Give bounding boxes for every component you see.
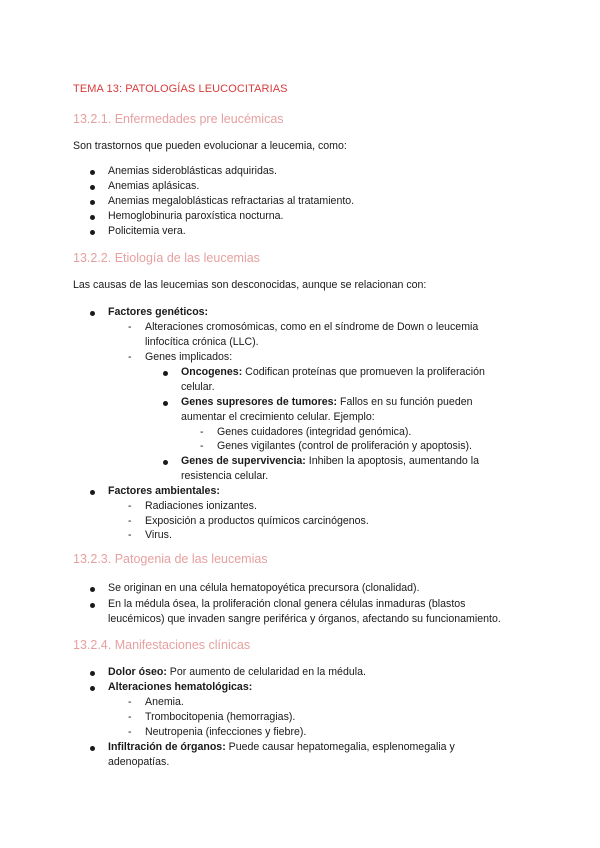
list-item-cont: linfocítica crónica (LLC). [145,336,259,348]
list-item: Alteraciones cromosómicas, como en el síndrome de Down o leucemia [145,321,479,333]
list-item: En la médula ósea, la proliferación clonal genera células inmaduras (blastos [108,598,466,610]
bullet-icon [90,185,95,190]
list-item: Alteraciones hematológicas: [108,681,253,693]
list-item: Trombocitopenia (hemorragias). [145,711,296,723]
list-item-cont: leucémicos) que invaden sangre periférica y órganos, afectando su funcionamiento. [108,613,501,625]
bullet-icon [90,671,95,676]
dash-marker: - [200,440,204,452]
list-item: Infiltración de órganos: Puede causar hepatomegalia, esplenomegalia y [108,741,455,753]
dash-marker: - [128,515,132,527]
list-item: Genes supresores de tumores: Fallos en su función pueden [181,396,473,408]
bullet-icon [163,401,168,406]
bullet-icon [90,311,95,316]
bullet-icon [90,746,95,751]
dash-marker: - [128,500,132,512]
list-item-cont: celular. [181,381,215,393]
bullet-icon [90,200,95,205]
list-item: Exposición a productos químicos carcinógenos. [145,515,369,527]
dash-marker: - [128,711,132,723]
bullet-icon [163,460,168,465]
page-title: TEMA 13: PATOLOGÍAS LEUCOCITARIAS [73,83,288,95]
list-item: Genes cuidadores (integridad genómica). [217,426,412,438]
section-2-intro: Las causas de las leucemias son desconocidas, aunque se relacionan con: [73,279,427,291]
bullet-icon [90,215,95,220]
section-heading-3: 13.2.3. Patogenia de las leucemias [73,552,268,566]
section-1-intro: Son trastornos que pueden evolucionar a leucemia, como: [73,140,347,152]
bullet-icon [90,603,95,608]
list-item: Factores ambientales: [108,485,220,497]
bullet-icon [90,587,95,592]
section-heading-2: 13.2.2. Etiología de las leucemias [73,251,260,265]
list-item: Anemias megaloblásticas refractarias al tratamiento. [108,195,355,207]
list-item-cont: adenopatías. [108,756,170,768]
list-item-cont: resistencia celular. [181,470,269,482]
list-item: Factores genéticos: [108,306,209,318]
bullet-icon [90,230,95,235]
bullet-icon [90,170,95,175]
list-item: Radiaciones ionizantes. [145,500,257,512]
dash-marker: - [128,321,132,333]
list-item: Dolor óseo: Por aumento de celularidad en la médula. [108,666,366,678]
dash-marker: - [200,426,204,438]
list-item: Se originan en una célula hematopoyética precursora (clonalidad). [108,582,420,594]
bullet-icon [90,490,95,495]
section-heading-4: 13.2.4. Manifestaciones clínicas [73,638,251,652]
list-item: Genes vigilantes (control de proliferación y apoptosis). [217,440,472,452]
list-item: Anemias sideroblásticas adquiridas. [108,165,277,177]
dash-marker: - [128,726,132,738]
dash-marker: - [128,529,132,541]
section-heading-1: 13.2.1. Enfermedades pre leucémicas [73,112,284,126]
list-item-cont: aumentar el crecimiento celular. Ejemplo: [181,411,375,423]
list-item: Virus. [145,529,172,541]
list-item: Anemias aplásicas. [108,180,200,192]
bullet-icon [90,686,95,691]
list-item: Genes de supervivencia: Inhiben la apoptosis, aumentando la [181,455,480,467]
dash-marker: - [128,351,132,363]
list-item: Policitemia vera. [108,225,186,237]
list-item: Neutropenia (infecciones y fiebre). [145,726,307,738]
dash-marker: - [128,696,132,708]
list-item: Hemoglobinuria paroxística nocturna. [108,210,284,222]
list-item: Anemia. [145,696,184,708]
bullet-icon [163,371,168,376]
list-item: Oncogenes: Codifican proteínas que promueven la proliferación [181,366,485,378]
list-item: Genes implicados: [145,351,233,363]
